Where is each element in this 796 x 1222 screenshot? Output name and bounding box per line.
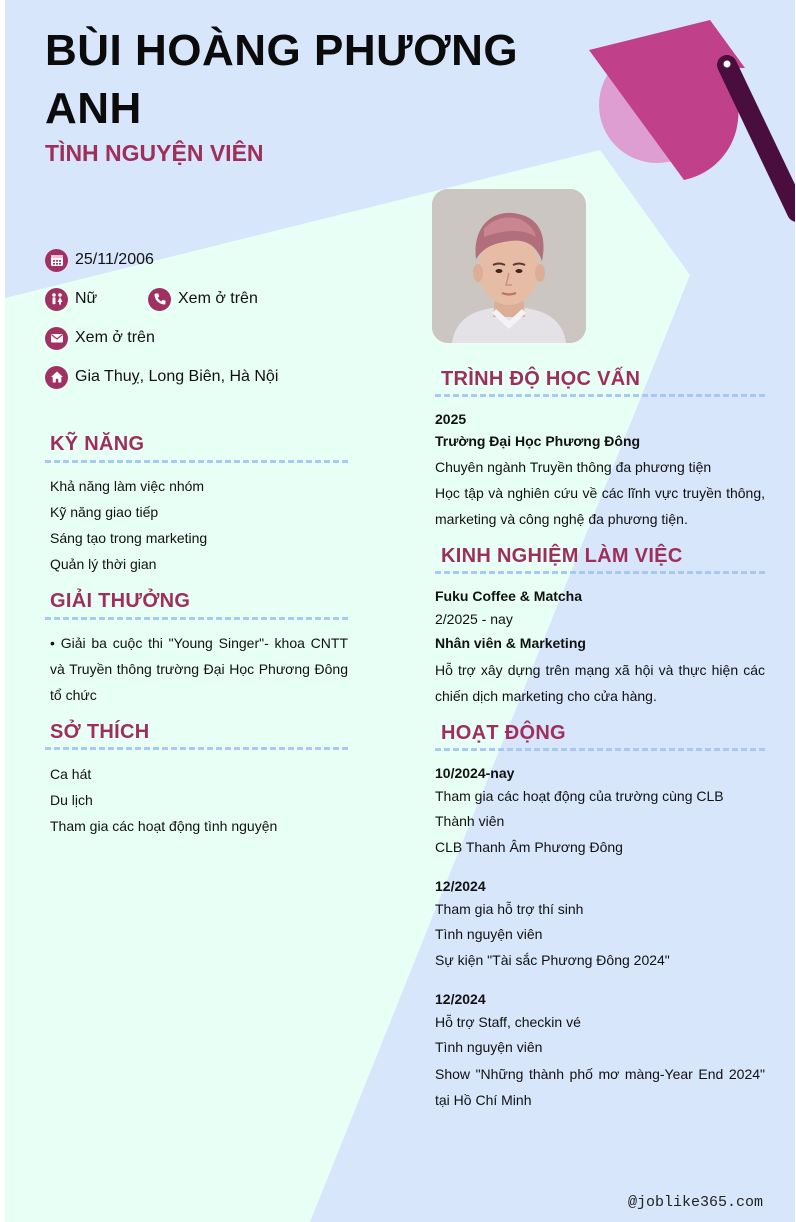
skills-list xyxy=(50,473,350,577)
education-year: 2025 xyxy=(435,411,467,427)
activity-role: Tình nguyện viên xyxy=(435,1039,543,1055)
experience-period: 2/2025 - nay xyxy=(435,611,513,627)
phone-value: Xem ở trên xyxy=(178,290,258,307)
activity-description: Hỗ trợ Staff, checkin vé xyxy=(435,1014,581,1030)
lamp-arm-shape xyxy=(727,65,795,212)
experience-title: KINH NGHIỆM LÀM VIỆC xyxy=(441,545,683,567)
activity-organization: CLB Thanh Âm Phương Đông xyxy=(435,839,623,855)
info-address xyxy=(45,365,278,389)
experience-position: Nhân viên & Marketing xyxy=(435,635,586,651)
activities-title: HOẠT ĐỘNG xyxy=(441,722,566,744)
candidate-role: TÌNH NGUYỆN VIÊN xyxy=(45,140,264,166)
skill-item: Khả năng làm việc nhóm xyxy=(50,478,205,494)
experience-divider xyxy=(435,571,765,574)
info-gender xyxy=(45,287,97,311)
calendar-icon xyxy=(45,249,68,272)
education-description: Học tập và nghiên cứu về các lĩnh vực truyền thông, marketing và công nghệ đa phương tiện. xyxy=(435,485,765,527)
experience-description: Hỗ trợ xây dựng trên mạng xã hội và thực hiện các chiến dịch marketing cho cửa hàng. xyxy=(435,662,765,704)
activity-role: Tình nguyện viên xyxy=(435,926,543,942)
gender-icon xyxy=(45,288,68,311)
activity-date: 10/2024-nay xyxy=(435,765,515,781)
phone-icon xyxy=(148,288,171,311)
hobbies-divider xyxy=(45,747,348,750)
activity-item xyxy=(435,875,765,974)
info-email xyxy=(45,326,155,350)
envelope-icon xyxy=(45,327,68,350)
home-icon xyxy=(45,366,68,389)
activity-organization: Sự kiện "Tài sắc Phương Đông 2024" xyxy=(435,952,670,968)
experience-company: Fuku Coffee & Matcha xyxy=(435,588,583,604)
birthday-value: 25/11/2006 xyxy=(75,251,154,268)
hobby-item: Du lịch xyxy=(50,792,93,808)
info-phone xyxy=(148,287,258,311)
info-birthday xyxy=(45,248,154,272)
activity-organization: Show "Những thành phố mơ màng-Year End 2024" tại Hồ Chí Minh xyxy=(435,1066,765,1108)
address-value: Gia Thuỵ, Long Biên, Hà Nội xyxy=(75,368,279,385)
education-block xyxy=(435,408,765,532)
education-divider xyxy=(435,394,765,397)
gender-value: Nữ xyxy=(75,290,98,307)
skill-item: Sáng tạo trong marketing xyxy=(50,530,208,546)
education-major: Chuyên ngành Truyền thông đa phương tiện xyxy=(435,459,712,475)
hobby-item: Ca hát xyxy=(50,766,92,782)
candidate-name: BÙI HOÀNG PHƯƠNG ANH xyxy=(45,26,519,133)
activity-date: 12/2024 xyxy=(435,878,486,894)
email-value: Xem ở trên xyxy=(75,329,155,346)
skill-item: Kỹ năng giao tiếp xyxy=(50,504,159,520)
lamp-joint-shape xyxy=(724,61,731,68)
experience-block xyxy=(435,585,765,709)
education-title: TRÌNH ĐỘ HỌC VẤN xyxy=(441,368,641,390)
activity-description: Tham gia hỗ trợ thí sinh xyxy=(435,901,584,917)
activity-item xyxy=(435,762,765,861)
activity-item xyxy=(435,988,765,1113)
skills-title: KỸ NĂNG xyxy=(50,433,145,455)
hobby-item: Tham gia các hoạt động tình nguyện xyxy=(50,818,278,834)
education-school: Trường Đại Học Phương Đông xyxy=(435,433,641,449)
hobbies-list xyxy=(50,761,350,839)
cv-page xyxy=(5,0,795,1222)
skills-divider xyxy=(45,460,348,463)
awards-divider xyxy=(45,617,348,620)
activity-role: Thành viên xyxy=(435,813,505,829)
watermark-text: @joblike365.com xyxy=(627,1194,763,1211)
hobbies-title: SỞ THÍCH xyxy=(50,721,150,743)
skill-item: Quản lý thời gian xyxy=(50,556,157,572)
activity-description: Tham gia các hoạt động của trường cùng CLB xyxy=(435,788,724,804)
activities-divider xyxy=(435,748,765,751)
profile-photo xyxy=(432,189,586,343)
awards-title: GIẢI THƯỞNG xyxy=(50,590,191,612)
activity-date: 12/2024 xyxy=(435,991,486,1007)
award-text: • Giải ba cuộc thi "Young Singer"- khoa CNTT và Truyền thông trường Đại Học Phương Đông tổ chức xyxy=(50,635,348,703)
portrait-illustration xyxy=(432,189,586,343)
